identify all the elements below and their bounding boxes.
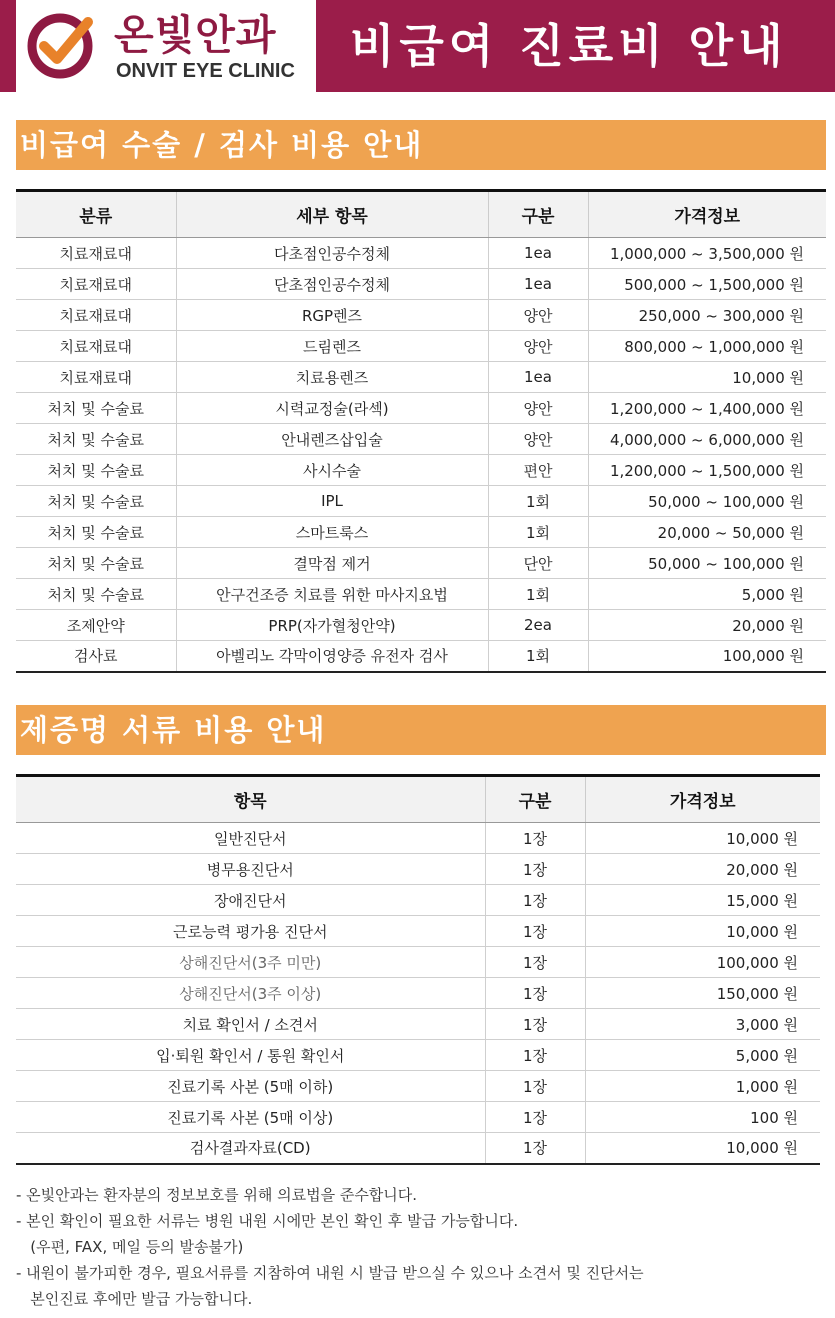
cell-detail: 단초점인공수정체 [176,269,488,300]
cell-category: 처치 및 수술료 [16,579,176,610]
cell-category: 처치 및 수술료 [16,393,176,424]
table-row [16,517,826,548]
cell-item: 진료기록 사본 (5매 이하) [16,1071,485,1102]
cell-detail: 아벨리노 각막이영양증 유전자 검사 [176,641,488,672]
cell-unit: 양안 [488,300,588,331]
cell-price: 15,000 원 [585,885,820,916]
cell-item: 근로능력 평가용 진단서 [16,916,485,947]
cell-detail: 결막점 제거 [176,548,488,579]
cell-detail: 다초점인공수정체 [176,238,488,269]
cell-price: 10,000 원 [588,362,826,393]
cell-price: 100,000 원 [585,947,820,978]
cell-category: 치료재료대 [16,331,176,362]
table-row [16,424,826,455]
cell-price: 10,000 원 [585,1133,820,1164]
cell-unit: 1회 [488,579,588,610]
cell-unit: 양안 [488,331,588,362]
cell-price: 10,000 원 [585,916,820,947]
document-price-table [16,774,820,1165]
cell-price: 100,000 원 [588,641,826,672]
table-row [16,916,820,947]
notice-line: (우편, FAX, 메일 등의 발송불가) [16,1238,244,1256]
cell-item: 입·퇴원 확인서 / 통원 확인서 [16,1040,485,1071]
cell-price: 20,000 원 [585,854,820,885]
table-row [16,1102,820,1133]
cell-item: 검사결과자료(CD) [16,1133,485,1164]
cell-category: 조제안약 [16,610,176,641]
cell-price: 50,000 ~ 100,000 원 [588,486,826,517]
column-header-item: 항목 [16,776,485,823]
cell-unit: 1ea [488,269,588,300]
cell-item: 치료 확인서 / 소견서 [16,1009,485,1040]
cell-detail: RGP렌즈 [176,300,488,331]
table-row [16,362,826,393]
page-header [0,0,835,92]
logo-subtitle: ONVIT EYE CLINIC [116,60,295,82]
cell-unit: 양안 [488,424,588,455]
cell-detail: 스마트룩스 [176,517,488,548]
cell-unit: 1장 [485,1133,585,1164]
table-row [16,947,820,978]
table-row [16,1009,820,1040]
notice-line: - 본인 확인이 필요한 서류는 병원 내원 시에만 본인 확인 후 발급 가능합니다. [16,1212,519,1230]
surgery-price-table [16,189,826,673]
cell-price: 1,000,000 ~ 3,500,000 원 [588,238,826,269]
table-row [16,455,826,486]
table-row [16,238,826,269]
cell-price: 5,000 원 [588,579,826,610]
cell-unit: 1회 [488,517,588,548]
cell-price: 10,000 원 [585,823,820,854]
cell-price: 4,000,000 ~ 6,000,000 원 [588,424,826,455]
clinic-logo[interactable] [16,0,316,92]
column-header-unit: 구분 [485,776,585,823]
column-header-price: 가격정보 [588,191,826,238]
table-row [16,1071,820,1102]
notice-notes [16,1182,644,1312]
cell-detail: 사시수술 [176,455,488,486]
table-row [16,393,826,424]
table-row [16,1133,820,1164]
table-row [16,978,820,1009]
cell-price: 500,000 ~ 1,500,000 원 [588,269,826,300]
surgery-section-title: 비급여 수술 / 검사 비용 안내 [16,120,826,170]
cell-category: 치료재료대 [16,300,176,331]
cell-unit: 1장 [485,1009,585,1040]
table-row [16,885,820,916]
table-row [16,823,820,854]
cell-price: 20,000 ~ 50,000 원 [588,517,826,548]
cell-price: 100 원 [585,1102,820,1133]
cell-price: 5,000 원 [585,1040,820,1071]
cell-unit: 1장 [485,1102,585,1133]
table-row [16,610,826,641]
cell-category: 처치 및 수술료 [16,486,176,517]
cell-detail: 안내렌즈삽입술 [176,424,488,455]
cell-unit: 양안 [488,393,588,424]
cell-item: 병무용진단서 [16,854,485,885]
cell-unit: 1장 [485,854,585,885]
cell-unit: 1회 [488,486,588,517]
cell-category: 처치 및 수술료 [16,455,176,486]
cell-item: 일반진단서 [16,823,485,854]
notice-line: - 내원이 불가피한 경우, 필요서류를 지참하여 내원 시 발급 받으실 수 있으나 소견서 및 진단서는 [16,1264,644,1282]
cell-detail: PRP(자가혈청안약) [176,610,488,641]
column-header-category: 분류 [16,191,176,238]
cell-price: 1,000 원 [585,1071,820,1102]
cell-item: 상해진단서(3주 이상) [16,978,485,1009]
cell-unit: 1장 [485,1071,585,1102]
logo-name: 온빛안과 [114,11,277,59]
cell-unit: 단안 [488,548,588,579]
cell-detail: 안구건조증 치료를 위한 마사지요법 [176,579,488,610]
cell-category: 치료재료대 [16,269,176,300]
notice-line: 본인진료 후에만 발급 가능합니다. [16,1290,253,1308]
cell-unit: 2ea [488,610,588,641]
notice-line: - 온빛안과는 환자분의 정보보호를 위해 의료법을 준수합니다. [16,1186,418,1204]
column-header-detail: 세부 항목 [176,191,488,238]
cell-item: 장애진단서 [16,885,485,916]
cell-unit: 1ea [488,238,588,269]
table-row [16,641,826,672]
cell-category: 처치 및 수술료 [16,517,176,548]
table-row [16,486,826,517]
table-header-row [16,191,826,238]
cell-unit: 1장 [485,1040,585,1071]
cell-unit: 편안 [488,455,588,486]
cell-category: 처치 및 수술료 [16,548,176,579]
cell-price: 20,000 원 [588,610,826,641]
column-header-price: 가격정보 [585,776,820,823]
table-row [16,269,826,300]
cell-unit: 1ea [488,362,588,393]
check-circle-logo-icon [24,10,96,82]
cell-item: 진료기록 사본 (5매 이상) [16,1102,485,1133]
table-row [16,331,826,362]
cell-unit: 1장 [485,823,585,854]
cell-price: 50,000 ~ 100,000 원 [588,548,826,579]
cell-item: 상해진단서(3주 미만) [16,947,485,978]
cell-category: 처치 및 수술료 [16,424,176,455]
cell-unit: 1장 [485,978,585,1009]
table-row [16,1040,820,1071]
cell-category: 검사료 [16,641,176,672]
cell-price: 1,200,000 ~ 1,500,000 원 [588,455,826,486]
cell-category: 치료재료대 [16,362,176,393]
cell-unit: 1회 [488,641,588,672]
table-header-row [16,776,820,823]
table-row [16,579,826,610]
cell-price: 3,000 원 [585,1009,820,1040]
cell-unit: 1장 [485,947,585,978]
cell-price: 1,200,000 ~ 1,400,000 원 [588,393,826,424]
cell-price: 250,000 ~ 300,000 원 [588,300,826,331]
table-row [16,300,826,331]
cell-unit: 1장 [485,885,585,916]
page-title: 비급여 진료비 안내 [350,19,788,73]
table-row [16,854,820,885]
document-section-title: 제증명 서류 비용 안내 [16,705,826,755]
cell-detail: IPL [176,486,488,517]
cell-price: 150,000 원 [585,978,820,1009]
cell-category: 치료재료대 [16,238,176,269]
cell-price: 800,000 ~ 1,000,000 원 [588,331,826,362]
table-row [16,548,826,579]
cell-unit: 1장 [485,916,585,947]
cell-detail: 치료용렌즈 [176,362,488,393]
cell-detail: 시력교정술(라섹) [176,393,488,424]
column-header-unit: 구분 [488,191,588,238]
cell-detail: 드림렌즈 [176,331,488,362]
